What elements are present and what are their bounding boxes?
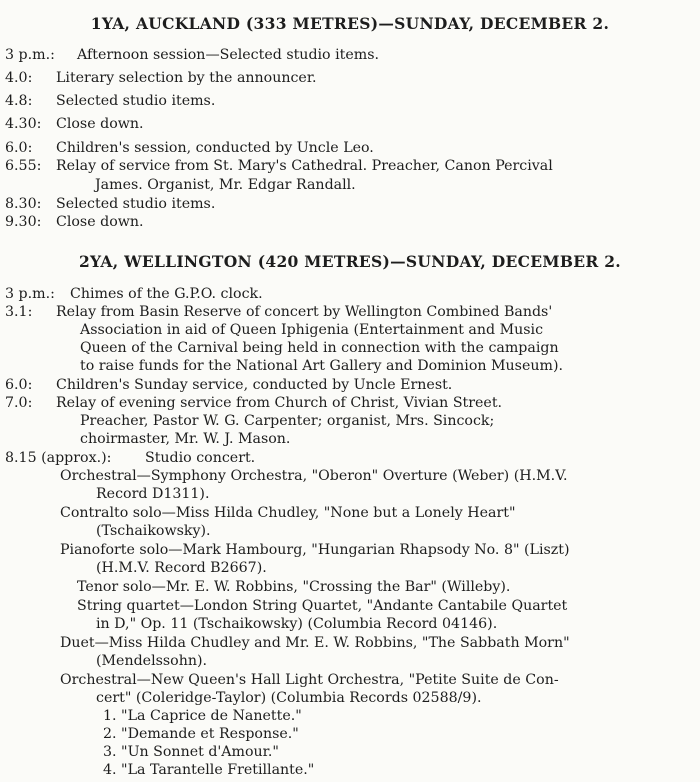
item-text: Close down. — [56, 116, 144, 132]
item-time: 3 p.m.: — [5, 286, 55, 302]
suite-item: 4. "La Tarantelle Fretillante." — [103, 762, 315, 778]
suite-item: 1. "La Caprice de Nanette." — [103, 708, 302, 724]
item-text: Afternoon session—Selected studio items. — [77, 47, 379, 63]
item-time: 4.8: — [5, 93, 33, 109]
item-continuation: Association in aid of Queen Iphigenia (Entertainment and Music — [80, 322, 544, 338]
item-continuation: Record D1311). — [96, 486, 210, 502]
item-continuation: choirmaster, Mr. W. J. Mason. — [80, 431, 291, 447]
item-text: Relay of evening service from Church of Christ, Vivian Street. — [56, 395, 503, 411]
item-time: 3.1: — [5, 304, 33, 320]
item-time: 4.0: — [5, 70, 33, 86]
concert-item: String quartet—London String Quartet, "Andante Cantabile Quartet — [77, 598, 568, 614]
item-time: 7.0: — [5, 395, 33, 411]
item-continuation: (Mendelssohn). — [96, 653, 208, 669]
item-continuation: James. Organist, Mr. Edgar Randall. — [95, 177, 356, 193]
item-time: 8.30: — [5, 196, 42, 212]
item-continuation: Queen of the Carnival being held in connection with the campaign — [80, 340, 559, 356]
item-text: Studio concert. — [145, 450, 256, 466]
item-time: 9.30: — [5, 214, 42, 230]
item-time: 6.0: — [5, 377, 33, 393]
item-text: Children's Sunday service, conducted by Uncle Ernest. — [56, 377, 453, 393]
wellington-heading: 2YA, WELLINGTON (420 METRES)—SUNDAY, DECEMBER 2. — [78, 252, 622, 271]
concert-item: Pianoforte solo—Mark Hambourg, "Hungarian Rhapsody No. 8" (Liszt) — [60, 542, 570, 558]
suite-item: 2. "Demande et Response." — [103, 726, 299, 742]
suite-item: 3. "Un Sonnet d'Amour." — [103, 744, 279, 760]
item-text: Chimes of the G.P.O. clock. — [70, 286, 263, 302]
item-continuation: Preacher, Pastor W. G. Carpenter; organist, Mrs. Sincock; — [80, 413, 495, 429]
item-continuation: (H.M.V. Record B2667). — [96, 560, 267, 576]
item-continuation: in D," Op. 11 (Tschaikowsky) (Columbia Record 04146). — [96, 616, 498, 632]
item-text: Literary selection by the announcer. — [56, 70, 317, 86]
item-text: Selected studio items. — [56, 196, 216, 212]
item-text: Children's session, conducted by Uncle Leo. — [56, 140, 374, 156]
item-time: 3 p.m.: — [5, 47, 55, 63]
item-text: Close down. — [56, 214, 144, 230]
concert-item: Tenor solo—Mr. E. W. Robbins, "Crossing the Bar" (Willeby). — [77, 579, 511, 595]
item-continuation: (Tschaikowsky). — [96, 523, 211, 539]
concert-item: Duet—Miss Hilda Chudley and Mr. E. W. Robbins, "The Sabbath Morn" — [60, 635, 570, 651]
item-text: Relay from Basin Reserve of concert by Wellington Combined Bands' — [56, 304, 553, 320]
item-time: 6.55: — [5, 158, 42, 174]
concert-item: Orchestral—Symphony Orchestra, "Oberon" Overture (Weber) (H.M.V. — [60, 468, 568, 484]
item-time: 4.30: — [5, 116, 42, 132]
item-time: 8.15 (approx.): — [5, 450, 112, 466]
concert-item: Contralto solo—Miss Hilda Chudley, "None but a Lonely Heart" — [60, 505, 516, 521]
item-text: Selected studio items. — [56, 93, 216, 109]
item-continuation: cert" (Coleridge-Taylor) (Columbia Records 02588/9). — [96, 690, 482, 706]
concert-item: Orchestral—New Queen's Hall Light Orchestra, "Petite Suite de Con- — [60, 672, 559, 688]
item-continuation: to raise funds for the National Art Gallery and Dominion Museum). — [80, 358, 563, 374]
item-time: 6.0: — [5, 140, 33, 156]
auckland-heading: 1YA, AUCKLAND (333 METRES)—SUNDAY, DECEMBER 2. — [90, 14, 610, 33]
item-text: Relay of service from St. Mary's Cathedral. Preacher, Canon Percival — [56, 158, 553, 174]
